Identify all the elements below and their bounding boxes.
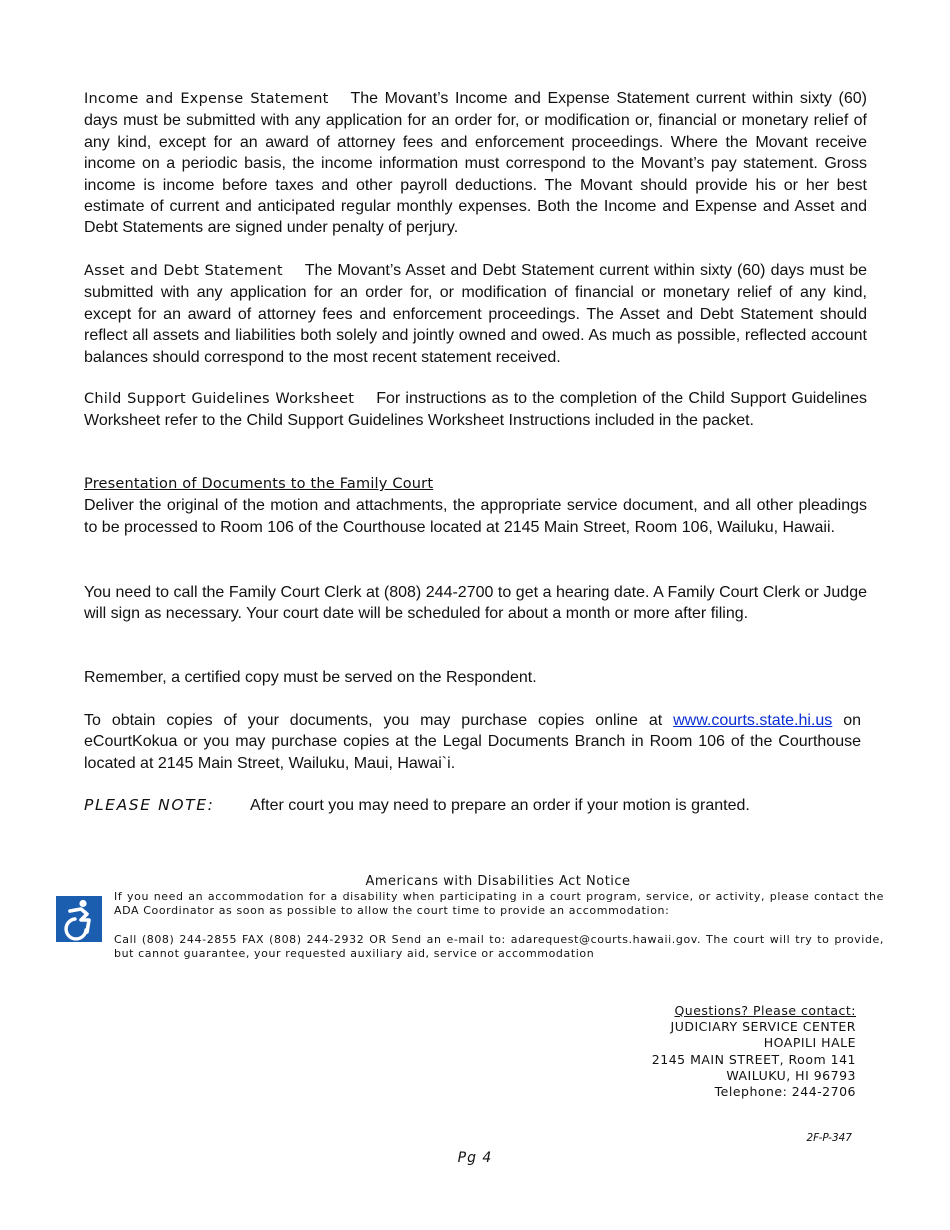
- child-support-heading: Child Support Guidelines Worksheet: [84, 391, 355, 407]
- contact-line: 2145 MAIN STREET, Room 141: [651, 1051, 856, 1067]
- contact-line: Telephone: 244-2706: [714, 1084, 856, 1100]
- presentation-section: [84, 474, 867, 538]
- asset-debt-text: The Movant’s Asset and Debt Statement current within sixty (60) days must be submitted with any application for an order for, or modification of financial or monetary relief of any kind, except for an award of attorney fees and enforcement proceedings. The Asset and Debt Statement should reflect all assets and liabilities both solely and jointly owned and owed. As much as possible, reflected account balances should correspond to the most recent statement received.: [84, 262, 867, 366]
- ada-notice-body: [114, 890, 884, 962]
- child-support-section: [84, 388, 867, 432]
- contact-line: HOAPILI HALE: [763, 1035, 856, 1051]
- asset-debt-section: [84, 260, 867, 368]
- form-number: 2F-P-347: [806, 1132, 852, 1144]
- please-note-label: PLEASE NOTE:: [84, 796, 215, 814]
- income-expense-text: The Movant’s Income and Expense Statement current within sixty (60) days must be submitted with any application for an order for, or modification or, financial or monetary relief of any kind, except for an award of attorney fees and enforcement proceedings. Where the Movant receive income on a periodic basis, the income information must correspond to the Movant’s pay statement. Gross income is income before taxes and other payroll deductions. The Movant should provide his or her best estimate of current and anticipated regular monthly expenses. Both the Income and Expense and Asset and Debt Statements are signed under penalty of perjury.: [84, 90, 867, 237]
- certified-copy-paragraph: Remember, a certified copy must be served on the Respondent.: [84, 669, 537, 686]
- please-note-text: After court you may need to prepare an order if your motion is granted.: [250, 797, 750, 814]
- income-expense-heading: Income and Expense Statement: [84, 91, 329, 107]
- contact-questions: Questions? Please contact:: [674, 1003, 856, 1018]
- page-number: Pg 4: [457, 1150, 493, 1166]
- presentation-heading: Presentation of Documents to the Family Court: [84, 476, 434, 492]
- hearing-paragraph: You need to call the Family Court Clerk at (808) 244-2700 to get a hearing date. A Family Court Clerk or Judge will sign as necessary. Your court date will be scheduled for about a month or more after filing.: [84, 584, 867, 623]
- accessibility-icon: [56, 896, 102, 942]
- child-support-text: For instructions as to the completion of the Child Support Guidelines Worksheet refer to the Child Support Guidelines Worksheet Instructions included in the packet.: [84, 390, 867, 430]
- contact-line: JUDICIARY SERVICE CENTER: [670, 1019, 856, 1035]
- copies-paragraph: [84, 710, 861, 774]
- copies-text-after: on eCourtKokua or you may purchase copies at the Legal Documents Branch in Room 106 of the Courthouse located at 2145 Main Street, Wailuku, Maui, Hawai`i.: [84, 712, 861, 772]
- ada-paragraph-1: If you need an accommodation for a disability when participating in a court program, service, or activity, please contact the ADA Coordinator as soon as possible to allow the court time to provide an accommodation:: [114, 890, 884, 918]
- income-expense-section: [84, 88, 867, 239]
- please-note-line: [84, 795, 867, 816]
- copies-text-before: To obtain copies of your documents, you may purchase copies online at: [84, 712, 674, 729]
- contact-line: WAILUKU, HI 96793: [726, 1067, 856, 1083]
- ada-notice-title: Americans with Disabilities Act Notice: [365, 874, 631, 889]
- courts-website-link[interactable]: www.courts.state.hi.us: [673, 712, 833, 729]
- contact-block: [652, 1003, 856, 1100]
- ada-paragraph-2: Call (808) 244-2855 FAX (808) 244-2932 OR Send an e-mail to: adarequest@courts.hawaii.gov. The court will try to provide, but cannot guarantee, your requested auxiliary aid, service or accommodation: [114, 932, 884, 961]
- asset-debt-heading: Asset and Debt Statement: [84, 263, 283, 279]
- presentation-text: Deliver the original of the motion and attachments, the appropriate service document, and all other pleadings to be processed to Room 106 of the Courthouse located at 2145 Main Street, Room 106, Wailuku, Hawaii.: [84, 497, 867, 536]
